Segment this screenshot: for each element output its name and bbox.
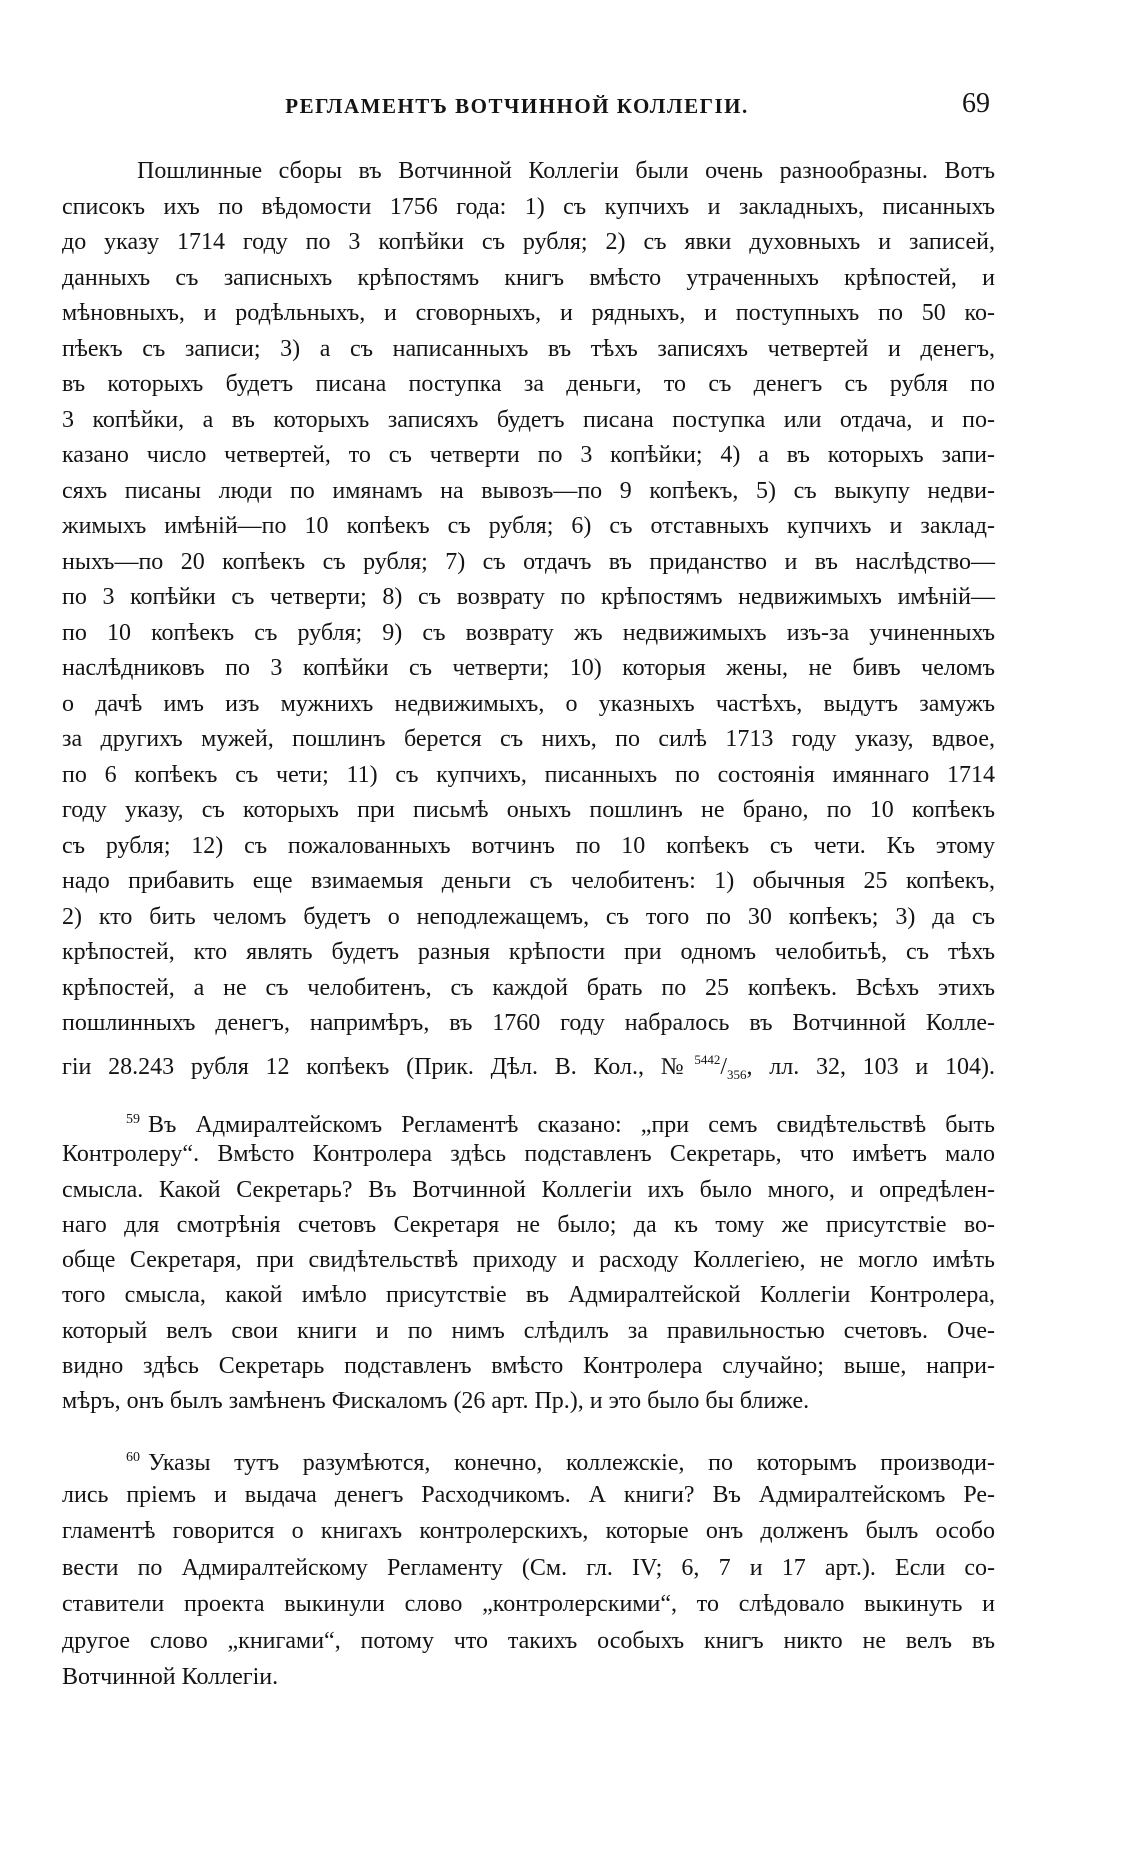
text-line: ныхъ—по 20 копѣекъ съ рубля; 7) съ отдачъ въ приданство и въ наслѣдство— <box>62 548 995 575</box>
footnote-text: Въ Адмиралтейскомъ Регламентѣ сказано: „при семъ свидѣтельствѣ быть <box>148 1112 995 1138</box>
text-line: въ которыхъ будетъ писана поступка за деньги, то съ денегъ съ рубля по <box>62 371 995 397</box>
footnote-line <box>62 1102 995 1137</box>
text-segment: гіи 28.243 рубля 12 копѣекъ (Прик. Дѣл. В. Кол., № <box>62 1053 695 1080</box>
text-line: списокъ ихъ по вѣдомости 1756 года: 1) съ купчихъ и закладныхъ, писанныхъ <box>62 193 995 220</box>
text-line: по 3 копѣйки съ четверти; 8) съ возврату по крѣпостямъ недвижимыхъ имѣній— <box>62 584 995 610</box>
fraction-denominator: 356 <box>727 1066 747 1082</box>
main-paragraph <box>62 154 995 1082</box>
fraction-slash: / <box>720 1053 728 1080</box>
text-line: надо прибавить еще взимаемыя деньги съ челобитенъ: 1) обычныя 25 копѣекъ, <box>62 868 995 894</box>
footnote-line: гламентѣ говорится о книгахъ контролерскихъ, которые онъ долженъ былъ особо <box>62 1518 995 1544</box>
text-line: мѣновныхъ, и родѣльныхъ, и сговорныхъ, и рядныхъ, и поступныхъ по 50 ко- <box>62 300 995 326</box>
text-line: крѣпостей, а не съ челобитенъ, съ каждой брать по 25 копѣекъ. Всѣхъ этихъ <box>62 974 995 1001</box>
footnote-line: лись пріемъ и выдача денегъ Расходчикомъ. А книги? Въ Адмиралтейскомъ Ре- <box>62 1481 995 1508</box>
text-line <box>62 1042 995 1082</box>
footnote-60 <box>62 1440 995 1696</box>
footnote-text: Указы тутъ разумѣются, конечно, коллежскіе, по которымъ производи- <box>148 1450 995 1476</box>
text-segment: , лл. 32, 103 и 104). <box>746 1053 995 1080</box>
footnote-line: Вотчинной Коллегіи. <box>62 1664 279 1690</box>
footnote-line: того смысла, какой имѣло присутствіе въ Адмиралтейской Коллегіи Контролера, <box>62 1282 995 1309</box>
footnote-line: другое слово „книгами“, потому что такихъ особыхъ книгъ никто не велъ въ <box>62 1627 995 1654</box>
text-line: году указу, съ которыхъ при письмѣ оныхъ пошлинъ не брано, по 10 копѣекъ <box>62 797 995 823</box>
text-line: сяхъ писаны люди по имянамъ на вывозъ—по 9 копѣекъ, 5) съ выкупу недви- <box>62 477 995 504</box>
footnote-number: 60 <box>126 1450 140 1465</box>
footnote-line: мѣръ, онъ былъ замѣненъ Фискаломъ (26 арт. Пр.), и это было бы ближе. <box>62 1388 810 1415</box>
text-line: крѣпостей, кто являть будетъ разныя крѣпости при одномъ челобитьѣ, съ тѣхъ <box>62 939 995 965</box>
text-line: съ рубля; 12) съ пожалованныхъ вотчинъ по 10 копѣекъ съ чети. Къ этому <box>62 832 995 859</box>
text-line: пѣекъ съ записи; 3) а съ написанныхъ въ тѣхъ записяхъ четвертей и денегъ, <box>62 335 995 362</box>
text-line: за другихъ мужей, пошлинъ берется съ нихъ, по силѣ 1713 году указу, вдвое, <box>62 726 995 752</box>
text-line: данныхъ съ записныхъ крѣпостямъ книгъ вмѣсто утраченныхъ крѣпостей, и <box>62 264 995 291</box>
footnote-59 <box>62 1102 995 1420</box>
footnote-line: наго для смотрѣнія счетовъ Секретаря не было; да къ тому же присутствіе во- <box>62 1211 995 1238</box>
footnote-line: ставители проекта выкинули слово „контролерскими“, то слѣдовало выкинуть и <box>62 1591 995 1617</box>
text-line: о дачѣ имъ изъ мужнихъ недвижимыхъ, о указныхъ частѣхъ, выдутъ замужъ <box>62 690 995 717</box>
text-line: по 6 копѣекъ съ чети; 11) съ купчихъ, писанныхъ по состоянія имяннаго 1714 <box>62 761 995 788</box>
fraction-numerator: 5442 <box>694 1051 721 1067</box>
text-line: 2) кто бить челомъ будетъ о неподлежащемъ, съ того по 30 копѣекъ; 3) да съ <box>62 903 995 930</box>
text-line: Пошлинные сборы въ Вотчинной Коллегіи были очень разнообразны. Вотъ <box>137 158 995 184</box>
text-line: по 10 копѣекъ съ рубля; 9) съ возврату жъ недвижимыхъ изъ-за учиненныхъ <box>62 619 995 646</box>
page-number: 69 <box>962 88 990 119</box>
footnote-line: обще Секретаря, при свидѣтельствѣ приходу и расходу Коллегіею, не могло имѣть <box>62 1247 995 1274</box>
footnote-line: который велъ свои книги и по нимъ слѣдилъ за правильностью счетовъ. Оче- <box>62 1317 995 1344</box>
text-line: 3 копѣйки, а въ которыхъ записяхъ будетъ писана поступка или отдача, и по- <box>62 406 995 433</box>
footnote-number: 59 <box>126 1112 140 1127</box>
footnote-line: видно здѣсь Секретарь подставленъ вмѣсто Контролера случайно; выше, напри- <box>62 1353 995 1380</box>
text-line: жимыхъ имѣній—по 10 копѣекъ съ рубля; 6) съ отставныхъ купчихъ и заклад- <box>62 513 995 539</box>
running-header-title: РЕГЛАМЕНТЪ ВОТЧИННОЙ КОЛЛЕГІИ. <box>285 94 749 118</box>
footnote-line: вести по Адмиралтейскому Регламенту (См. гл. IV; 6, 7 и 17 арт.). Если со- <box>62 1554 995 1581</box>
text-line: казано число четвертей, то съ четверти по 3 копѣйки; 4) а въ которыхъ запи- <box>62 442 995 468</box>
text-line: до указу 1714 году по 3 копѣйки съ рубля; 2) съ явки духовныхъ и записей, <box>62 229 995 255</box>
text-line: пошлинныхъ денегъ, напримѣръ, въ 1760 году набралось въ Вотчинной Колле- <box>62 1010 995 1036</box>
footnote-line: Контролеру“. Вмѣсто Контролера здѣсь подставленъ Секретарь, что имѣетъ мало <box>62 1141 995 1168</box>
footnote-line: смысла. Какой Секретарь? Въ Вотчинной Коллегіи ихъ было много, и опредѣлен- <box>62 1176 995 1203</box>
text-line: наслѣдниковъ по 3 копѣйки съ четверти; 10) которыя жены, не бивъ челомъ <box>62 655 995 681</box>
footnote-line <box>62 1440 995 1477</box>
